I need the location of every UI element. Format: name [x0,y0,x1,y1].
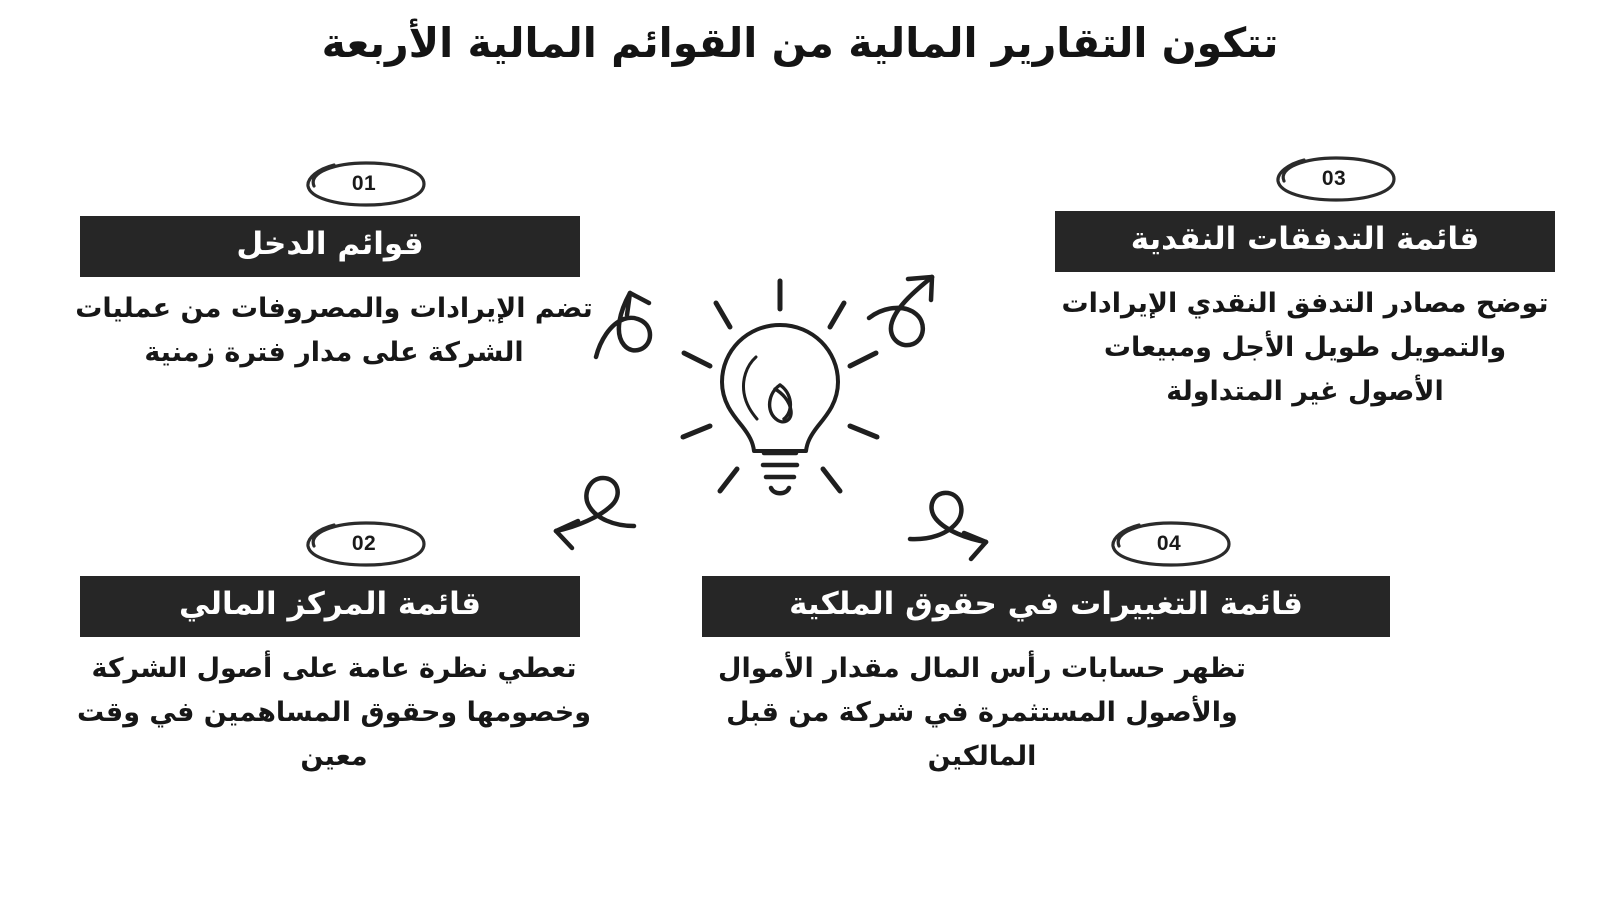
item-heading-03: قائمة التدفقات النقدية [1055,211,1555,272]
number-badge-02 [298,520,430,568]
center-illustration [480,185,1080,605]
arrow-top-left [596,293,650,357]
item-heading-04: قائمة التغييرات في حقوق الملكية [702,576,1390,637]
page-title: تتكون التقارير المالية من القوائم المالية الأربعة [321,19,1279,67]
number-label: 04 [1156,532,1182,555]
arrow-bottom-right [910,493,986,559]
number-label: 02 [351,532,377,555]
number-label: 03 [1321,167,1347,190]
item-heading-02: قائمة المركز المالي [80,576,580,637]
number-label: 01 [351,172,377,195]
item-description-02: تعطي نظرة عامة على أصول الشركة وخصومها وحقوق المساهمين في وقت معين [76,653,592,772]
item-description-04: تظهر حسابات رأس المال مقدار الأموال والأصول المستثمرة في شركة من قبل المالكين [718,653,1246,772]
lightbulb-icon [722,325,838,493]
item-03 [1035,155,1555,413]
item-description-01: تضم الإيرادات والمصروفات من عمليات الشركة على مدار فترة زمنية [75,293,593,368]
number-badge-01 [298,160,430,208]
item-heading-01: قوائم الدخل [80,216,580,277]
number-badge-04 [1103,520,1235,568]
arrow-top-right [869,277,932,345]
number-badge-03 [1268,155,1400,203]
item-description-03: توضح مصادر التدفق النقدي الإيرادات والتمويل طويل الأجل ومبيعات الأصول غير المتداولة [1061,288,1549,407]
arrow-bottom-left [556,478,634,548]
